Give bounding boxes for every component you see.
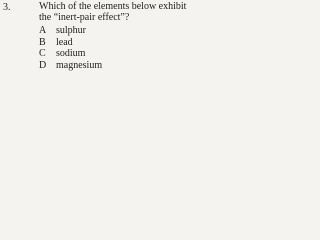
choice-letter: C [39, 48, 46, 59]
answer-choices [39, 25, 189, 71]
choice-a [39, 25, 189, 37]
question-page [0, 0, 200, 72]
choice-text: lead [56, 36, 73, 48]
choice-text: sulphur [56, 25, 86, 36]
choice-letter: A [39, 25, 47, 36]
choice-text: magnesium [56, 59, 103, 71]
choice-text: sodium [56, 48, 86, 59]
choice-d [39, 60, 189, 72]
choice-c [39, 48, 189, 60]
choice-letter: B [39, 36, 46, 48]
choice-letter: D [39, 59, 47, 71]
question-number: 3. [3, 2, 11, 13]
question-text: Which of the elements below exhibit the “inert-pair effect”? [39, 1, 187, 23]
choice-b [39, 37, 189, 49]
